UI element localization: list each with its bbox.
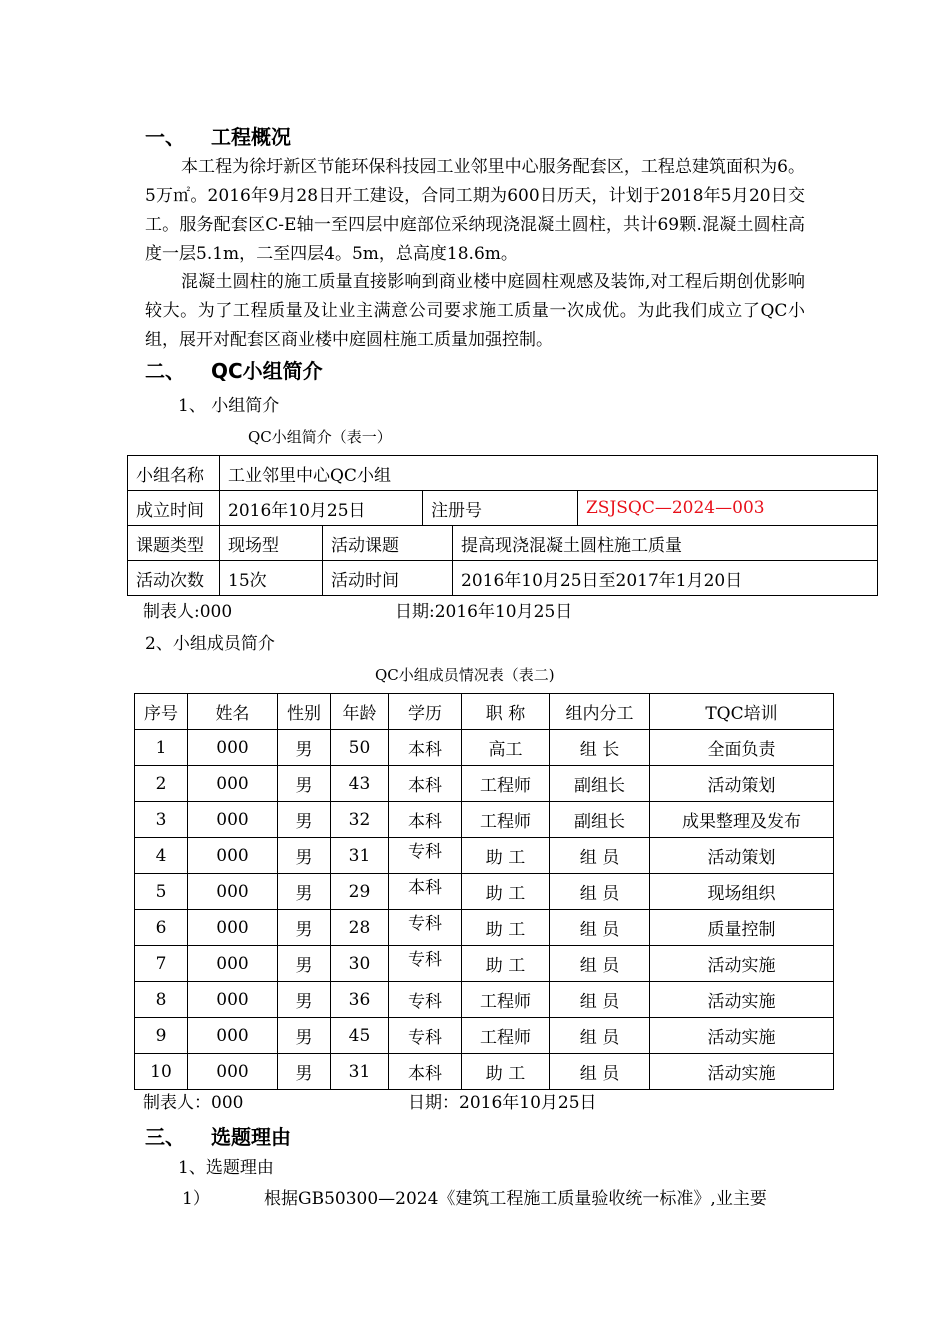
section-3-number: 三、	[145, 1125, 185, 1149]
table-row	[135, 1054, 834, 1090]
group-name-label: 小组名称	[128, 456, 220, 491]
cell-education	[389, 910, 462, 946]
cell-gender: 男	[278, 838, 331, 874]
cell-title: 高工	[462, 730, 550, 766]
cell-index: 9	[135, 1018, 188, 1054]
cell-index: 5	[135, 874, 188, 910]
cell-tqc: 质量控制	[650, 910, 834, 946]
cell-tqc: 活动实施	[650, 982, 834, 1018]
section-3-title: 选题理由	[211, 1125, 291, 1149]
item-1-text: 根据GB50300—2024《建筑工程施工质量验收统一标准》,业主要	[264, 1189, 767, 1209]
cell-title: 工程师	[462, 982, 550, 1018]
reg-number: ZSJSQC—2024—003	[578, 491, 878, 526]
cell-education-text: 专科	[408, 950, 442, 970]
cell-title: 助 工	[462, 1054, 550, 1090]
table-row	[128, 491, 878, 526]
cell-education: 本科	[389, 1054, 462, 1090]
table-row	[135, 910, 834, 946]
subsection-group-intro: 1、 小组简介	[178, 396, 280, 416]
founded-value: 2016年10月25日	[220, 491, 423, 526]
table-row	[135, 766, 834, 802]
cell-name: 000	[188, 874, 278, 910]
cell-name: 000	[188, 946, 278, 982]
cell-tqc: 活动策划	[650, 838, 834, 874]
cell-education-text: 专科	[408, 914, 442, 934]
table-row	[135, 982, 834, 1018]
section-2-number: 二、	[145, 359, 185, 383]
cell-role: 副组长	[550, 802, 650, 838]
table-row	[128, 526, 878, 561]
cell-gender: 男	[278, 982, 331, 1018]
member-table	[134, 693, 834, 1090]
cell-education: 专科	[389, 982, 462, 1018]
item-1-number: 1）	[182, 1189, 210, 1209]
section-2-heading	[145, 358, 323, 384]
topic-label: 活动课题	[323, 526, 453, 561]
cell-index: 3	[135, 802, 188, 838]
header-title: 职 称	[462, 694, 550, 730]
cell-role: 组 员	[550, 838, 650, 874]
founded-label: 成立时间	[128, 491, 220, 526]
count-label: 活动次数	[128, 561, 220, 596]
cell-tqc: 活动实施	[650, 946, 834, 982]
table-1-date: 日期:2016年10月25日	[395, 602, 573, 622]
header-gender: 性别	[278, 694, 331, 730]
cell-education-text: 专科	[408, 842, 442, 862]
cell-age: 29	[331, 874, 389, 910]
cell-title: 工程师	[462, 766, 550, 802]
table-1-caption: QC小组简介（表一）	[248, 428, 392, 446]
cell-age: 28	[331, 910, 389, 946]
section-2-title: QC小组简介	[211, 359, 323, 383]
cell-gender: 男	[278, 1054, 331, 1090]
cell-index: 6	[135, 910, 188, 946]
cell-role: 副组长	[550, 766, 650, 802]
cell-title: 助 工	[462, 946, 550, 982]
table-row	[128, 561, 878, 596]
cell-index: 4	[135, 838, 188, 874]
table-row	[135, 802, 834, 838]
cell-index: 7	[135, 946, 188, 982]
cell-title: 工程师	[462, 1018, 550, 1054]
table-row	[135, 946, 834, 982]
cell-tqc: 成果整理及发布	[650, 802, 834, 838]
overview-paragraph-1: 本工程为徐圩新区节能环保科技园工业邻里中心服务配套区，工程总建筑面积为6。5万㎡。2016年9月28日开工建设，合同工期为600日历天，计划于2018年5月20日交工。服务配套区C-E轴一至四层中庭部位采纳现浇混凝土圆柱，共计69颗.混凝土圆柱高度一层5.1m，二至四层4。5m，总高度18.6m。	[145, 157, 805, 264]
section-1-title: 工程概况	[211, 125, 291, 149]
cell-age: 50	[331, 730, 389, 766]
cell-role: 组 员	[550, 946, 650, 982]
cell-education-text: 本科	[408, 878, 442, 898]
cell-education: 本科	[389, 730, 462, 766]
cell-name: 000	[188, 838, 278, 874]
cell-tqc: 活动实施	[650, 1018, 834, 1054]
header-education: 学历	[389, 694, 462, 730]
cell-gender: 男	[278, 1018, 331, 1054]
table-2-maker: 制表人：000	[143, 1093, 244, 1113]
header-name: 姓名	[188, 694, 278, 730]
cell-name: 000	[188, 1054, 278, 1090]
table-1-maker: 制表人:000	[143, 602, 233, 622]
cell-age: 43	[331, 766, 389, 802]
table-2-caption: QC小组成员情况表（表二)	[375, 666, 555, 684]
cell-age: 30	[331, 946, 389, 982]
cell-age: 36	[331, 982, 389, 1018]
group-intro-table	[127, 455, 878, 596]
header-age: 年龄	[331, 694, 389, 730]
cell-title: 工程师	[462, 802, 550, 838]
header-index: 序号	[135, 694, 188, 730]
table-header-row	[135, 694, 834, 730]
section-1-number: 一、	[145, 125, 185, 149]
subsection-member-intro: 2、小组成员简介	[145, 634, 275, 654]
cell-title: 助 工	[462, 874, 550, 910]
cell-role: 组 员	[550, 874, 650, 910]
topic-type-value: 现场型	[220, 526, 323, 561]
cell-title: 助 工	[462, 838, 550, 874]
cell-title: 助 工	[462, 910, 550, 946]
cell-age: 31	[331, 838, 389, 874]
group-name-value: 工业邻里中心QC小组	[220, 456, 878, 491]
table-row	[128, 456, 878, 491]
count-value: 15次	[220, 561, 323, 596]
cell-age: 45	[331, 1018, 389, 1054]
topic-type-label: 课题类型	[128, 526, 220, 561]
cell-education: 本科	[389, 802, 462, 838]
cell-index: 2	[135, 766, 188, 802]
cell-tqc: 活动实施	[650, 1054, 834, 1090]
cell-education	[389, 874, 462, 910]
cell-role: 组 员	[550, 982, 650, 1018]
cell-name: 000	[188, 802, 278, 838]
cell-name: 000	[188, 910, 278, 946]
cell-tqc: 现场组织	[650, 874, 834, 910]
table-row	[135, 874, 834, 910]
period-label: 活动时间	[323, 561, 453, 596]
cell-tqc: 活动策划	[650, 766, 834, 802]
cell-gender: 男	[278, 766, 331, 802]
cell-gender: 男	[278, 730, 331, 766]
cell-name: 000	[188, 1018, 278, 1054]
section-3-heading	[145, 1124, 291, 1150]
cell-role: 组 长	[550, 730, 650, 766]
cell-gender: 男	[278, 910, 331, 946]
cell-age: 32	[331, 802, 389, 838]
header-role: 组内分工	[550, 694, 650, 730]
cell-gender: 男	[278, 874, 331, 910]
cell-education: 专科	[389, 1018, 462, 1054]
cell-age: 31	[331, 1054, 389, 1090]
cell-name: 000	[188, 730, 278, 766]
cell-education	[389, 946, 462, 982]
table-2-date: 日期：2016年10月25日	[408, 1093, 597, 1113]
cell-name: 000	[188, 766, 278, 802]
cell-index: 10	[135, 1054, 188, 1090]
cell-role: 组 员	[550, 1018, 650, 1054]
topic-value: 提高现浇混凝土圆柱施工质量	[453, 526, 878, 561]
cell-gender: 男	[278, 946, 331, 982]
cell-role: 组 员	[550, 1054, 650, 1090]
cell-role: 组 员	[550, 910, 650, 946]
cell-index: 1	[135, 730, 188, 766]
cell-gender: 男	[278, 802, 331, 838]
overview-paragraph-2: 混凝土圆柱的施工质量直接影响到商业楼中庭圆柱观感及装饰,对工程后期创优影响较大。为了工程质量及让业主满意公司要求施工质量一次成优。为此我们成立了QC小组，展开对配套区商业楼中庭圆柱施工质量加强控制。	[145, 272, 805, 350]
table-row	[135, 838, 834, 874]
cell-tqc: 全面负责	[650, 730, 834, 766]
header-tqc: TQC培训	[650, 694, 834, 730]
cell-index: 8	[135, 982, 188, 1018]
table-row	[135, 1018, 834, 1054]
cell-education: 本科	[389, 766, 462, 802]
subsection-topic-reason: 1、选题理由	[178, 1158, 274, 1178]
reg-label: 注册号	[423, 491, 578, 526]
cell-name: 000	[188, 982, 278, 1018]
period-value: 2016年10月25日至2017年1月20日	[453, 561, 878, 596]
cell-education	[389, 838, 462, 874]
table-row	[135, 730, 834, 766]
section-1-heading	[145, 124, 291, 150]
